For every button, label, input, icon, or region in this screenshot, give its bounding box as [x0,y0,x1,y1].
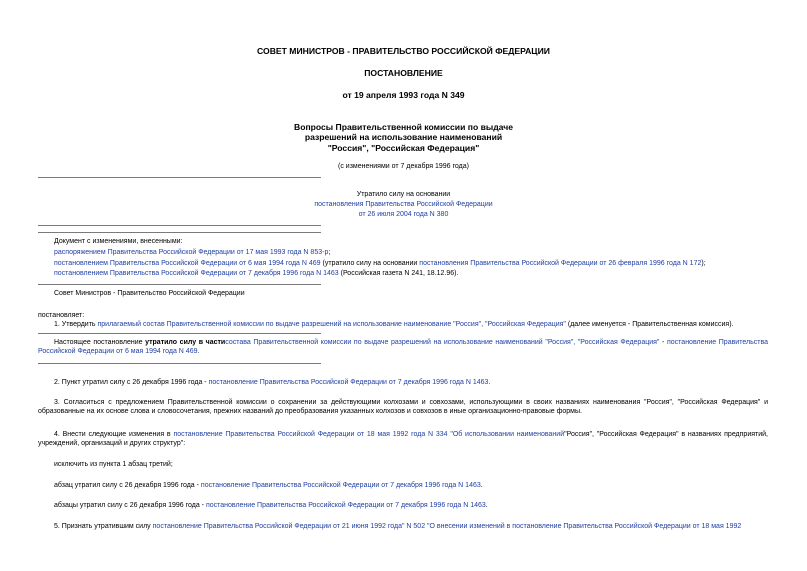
changes-item-1: распоряжением Правительства Российской Федерации от 17 мая 1993 года N 853-р; [54,249,331,256]
title-line-2: разрешений на использование наименований [304,132,503,142]
changes-item-1-link[interactable]: распоряжением Правительства Российской Федерации от 17 мая 1993 года N 853-р [54,249,329,256]
paragraph-4a: исключить из пункта 1 абзац третий; [54,461,173,468]
council-line: Совет Министров - Правительство Российской Федерации [54,290,245,297]
paragraph-5: 5. Признать утратившим силу постановление Правительства Российской Федерации от 21 июня 1992 года" N 502 "О внесении изменений в постановление Правительства Российской Федерации от 18 мая 1992 [54,523,742,530]
divider [38,225,321,226]
changes-item-3: постановлением Правительства Российской Федерации от 7 декабря 1996 года N 1463 (Российская газета N 241, 18.12.96). [54,270,459,277]
divider [38,177,321,178]
issuer-heading: СОВЕТ МИНИСТРОВ - ПРАВИТЕЛЬСТВО РОССИЙСКОЙ ФЕДЕРАЦИИ [257,46,550,56]
amendment-note: (с изменениями от 7 декабря 1996 года) [338,163,469,170]
paragraph-4: 4. Внести следующие изменения в постановление Правительства Российской Федерации от 18 мая 1992 года N 334 "Об использовании наименований"Россия", "Российская Федерация" в названиях предприятий, учреждений, организаций и других структур": [38,431,768,447]
paragraph-4c: абзацы утратил силу с 26 декабря 1996 года - постановление Правительства Российской Федерации от 7 декабря 1996 года N 1463. [54,502,488,509]
paragraph-4b-link[interactable]: постановление Правительства Российской Федерации от 7 декабря 1996 года N 1463 [200,482,481,489]
paragraph-4b: абзац утратил силу с 26 декабря 1996 года - постановление Правительства Российской Федерации от 7 декабря 1996 года N 1463. [54,482,483,489]
repeal-link-1[interactable]: постановления Правительства Российской Федерации [314,201,493,208]
paragraph-1-link[interactable]: прилагаемый состав Правительственной комиссии по выдаче разрешений на использование наименование "Россия", "Российская Федерация" [97,321,566,328]
paragraph-5-link[interactable]: постановление Правительства Российской Федерации от 21 июня 1992 года" N 502 "О внесении изменений в постановление Правительства Российской Федерации от 18 мая 1992 [152,523,742,530]
document-date-heading: от 19 апреля 1993 года N 349 [342,90,465,100]
paragraph-1: 1. Утвердить прилагаемый состав Правительственной комиссии по выдаче разрешений на использование наименование "Россия", "Российская Федерация" (далее именуется - Правительственная комиссия). [54,321,734,328]
divider [38,363,321,364]
paragraph-4c-link[interactable]: постановление Правительства Российской Федерации от 7 декабря 1996 года N 1463 [205,502,486,509]
document-type-heading: ПОСТАНОВЛЕНИЕ [364,68,443,78]
paragraph-3: 3. Согласиться с предложением Правительственной комиссии о сохранении за действующими колхозами и совхозами, использующими в своих названиях наименования "Россия", "Российская Федерация" и образованные на их основе слова и словосочетания, прежних названий до преобразования указанных колхозов и совхозов в иные организационно-правовые формы. [38,399,768,415]
paragraph-2: 2. Пункт утратил силу с 26 декабря 1996 года - постановление Правительства Российской Федерации от 7 декабря 1996 года N 1463. [54,379,491,386]
title-line-1: Вопросы Правительственной комиссии по выдаче [294,122,513,132]
repeal-link-2[interactable]: от 26 июля 2004 года N 380 [358,211,449,218]
partial-repeal-link[interactable]: состава Правительственной комиссии по выдаче разрешений на использование наименований "Россия", "Российская Федерация" [225,339,660,346]
changes-item-2-link[interactable]: постановлением Правительства Российской Федерации от 6 мая 1994 года N 469 [54,260,321,267]
divider [38,284,321,285]
repeal-text: Утратило силу на основании [356,191,451,198]
changes-intro: Документ с изменениями, внесенными: [54,238,183,245]
partial-repeal-link-2[interactable]: постановление Правительства Российской Федерации от 6 мая 1994 года N 469 [38,339,768,355]
paragraph-4-link[interactable]: постановление Правительства Российской Федерации от 18 мая 1992 года N 334 "Об использовании наименований [173,431,565,438]
changes-item-2: постановлением Правительства Российской Федерации от 6 мая 1994 года N 469 (утратило силу на основании постановления Правительства Российской Федерации от 26 февраля 1996 года N 172); [54,260,706,267]
decides-line: постановляет: [38,312,85,319]
divider [38,232,321,233]
partial-repeal-note: Настоящее постановление утратило силу в частисостава Правительственной комиссии по выдаче разрешений на использование наименований "Россия", "Российская Федерация" - постановление Правительства Российской Федерации от 6 мая 1994 года N 469. [38,339,768,355]
divider [38,333,321,334]
title-line-3: "Россия", "Российская Федерация" [327,143,480,153]
changes-item-3-link[interactable]: постановлением Правительства Российской Федерации от 7 декабря 1996 года N 1463 [54,270,339,277]
changes-item-2-link-2[interactable]: постановления Правительства Российской Федерации от 26 февраля 1996 года N 172 [419,260,702,267]
paragraph-2-link[interactable]: постановление Правительства Российской Федерации от 7 декабря 1996 года N 1463 [208,379,489,386]
